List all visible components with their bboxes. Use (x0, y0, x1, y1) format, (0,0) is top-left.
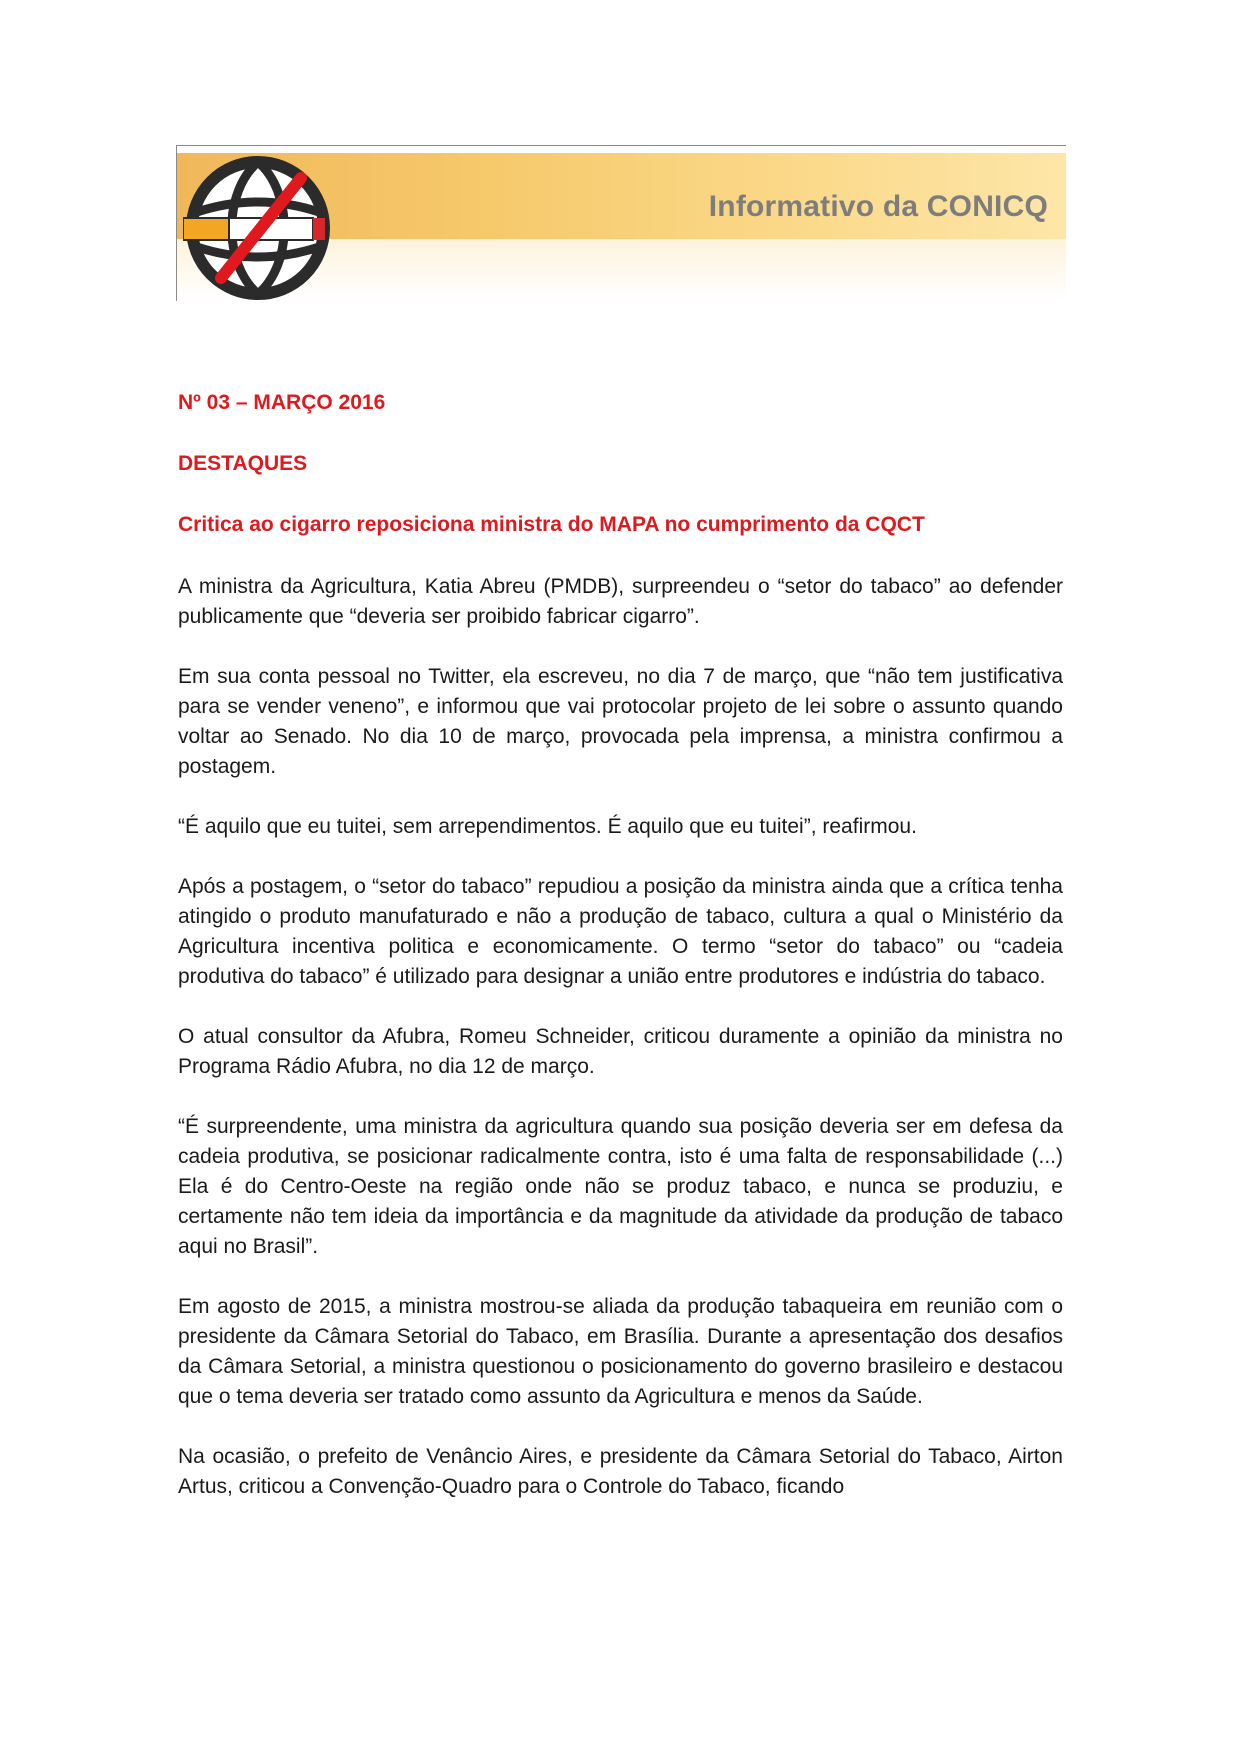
paragraph: Na ocasião, o prefeito de Venâncio Aires, e presidente da Câmara Setorial do Tabaco, Airton Artus, criticou a Convenção-Quadro para o Controle do Tabaco, ficando (178, 1445, 1063, 1498)
paragraph: Em sua conta pessoal no Twitter, ela escreveu, no dia 7 de março, que “não tem justificativa para se vender veneno”, e informou que vai protocolar projeto de lei sobre o assunto quando voltar ao Senado. No dia 10 de março, provocada pela imprensa, a ministra confirmou a postagem. (178, 665, 1063, 778)
quote-paragraph: “É aquilo que eu tuitei, sem arrependimentos. É aquilo que eu tuitei”, reafirmou. (178, 815, 917, 838)
article-body (178, 388, 1063, 1502)
paragraph: O atual consultor da Afubra, Romeu Schneider, criticou duramente a opinião da ministra no Programa Rádio Afubra, no dia 12 de março. (178, 1025, 1063, 1078)
no-smoking-globe-icon (183, 152, 333, 300)
paragraph: A ministra da Agricultura, Katia Abreu (PMDB), surpreendeu o “setor do tabaco” ao defender publicamente que “deveria ser proibido fabricar cigarro”. (178, 575, 1063, 628)
article-title: Critica ao cigarro reposiciona ministra do MAPA no cumprimento da CQCT (178, 513, 925, 536)
paragraph: Após a postagem, o “setor do tabaco” repudiou a posição da ministra ainda que a crítica tenha atingido o produto manufaturado e não a produção de tabaco, cultura a qual o Ministério da Agricultura incentiva politica e economicamente. O termo “setor do tabaco” ou “cadeia produtiva do tabaco” é utilizado para designar a união entre produtores e indústria do tabaco. (178, 875, 1063, 988)
issue-label: Nº 03 – MARÇO 2016 (178, 391, 386, 414)
section-label: DESTAQUES (178, 452, 308, 475)
header-banner (176, 145, 1066, 301)
paragraph: Em agosto de 2015, a ministra mostrou-se aliada da produção tabaqueira em reunião com o presidente da Câmara Setorial do Tabaco, em Brasília. Durante a apresentação dos desafios da Câmara Setorial, a ministra questionou o posicionamento do governo brasileiro e destacou que o tema deveria ser tratado como assunto da Agricultura e menos da Saúde. (178, 1295, 1063, 1408)
banner-title: Informativo da CONICQ (708, 190, 1048, 223)
quote-paragraph: “É surpreendente, uma ministra da agricultura quando sua posição deveria ser em defesa da cadeia produtiva, se posicionar radicalmente contra, isto é uma falta de responsabilidade (...) Ela é do Centro-Oeste na região onde não se produz tabaco, e nunca se produziu, e certamente não tem ideia da importância e da magnitude da atividade da produção de tabaco aqui no Brasil”. (178, 1115, 1063, 1258)
